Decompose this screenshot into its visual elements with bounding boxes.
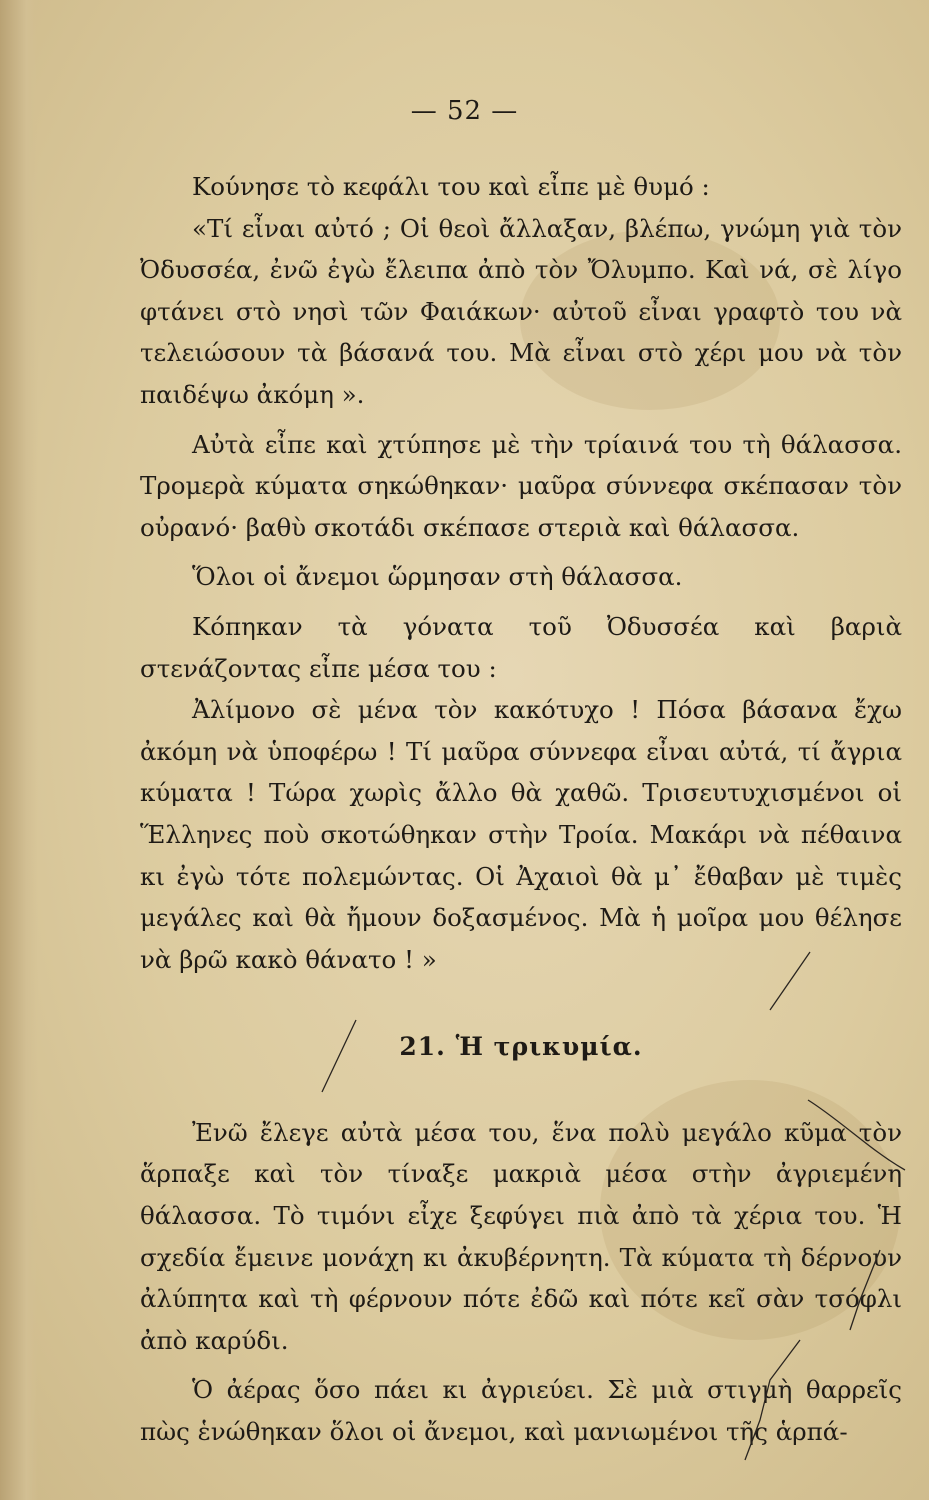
- chapter-heading: 21. Ἡ τρικυμία.: [399, 1032, 643, 1062]
- paragraph: Κούνησε τὸ κεφάλι του καὶ εἶπε μὲ θυμό :: [192, 172, 710, 201]
- paragraph: Κόπηκαν τὰ γόνατα τοῦ Ὀδυσσέα καὶ βαριὰ στενάζοντας εἶπε μέσα του :: [140, 611, 902, 683]
- paragraph: Αὐτὰ εἶπε καὶ χτύπησε μὲ τὴν τρίαινά του τὴ θάλασσα. Τρομερὰ κύματα σηκώθηκαν· μαῦρα σύννεφα σκέπασαν τὸν οὐρανό· βαθὺ σκοτάδι σκέπασε στεριὰ καὶ θάλασσα.: [140, 429, 902, 542]
- paragraph: Ὁ ἀέρας ὅσο πάει κι ἀγριεύει. Σὲ μιὰ στιγμὴ θαρρεῖς πὼς ἑνώθηκαν ὅλοι οἱ ἄνεμοι, καὶ μανιωμένοι τῆς ἁρπά-: [140, 1375, 902, 1447]
- paragraph: «Τί εἶναι αὐτό ; Οἱ θεοὶ ἄλλαξαν, βλέπω, γνώμη γιὰ τὸν Ὀδυσσέα, ἐνῶ ἐγὼ ἔλειπα ἀπὸ τὸν Ὄλυμπο. Καὶ νά, σὲ λίγο φτάνει στὸ νησὶ τῶν Φαιάκων· αὐτοῦ εἶναι γραφτὸ του νὰ τελειώσουν τὰ βάσανά του. Μὰ εἶναι στὸ χέρι μου νὰ τὸν παιδέψω ἀκόμη ».: [140, 213, 902, 409]
- paragraph: Ἐνῶ ἔλεγε αὐτὰ μέσα του, ἕνα πολὺ μεγάλο κῦμα τὸν ἅρπαξε καὶ τὸν τίναξε μακριὰ μέσα στὴν ἀγριεμένη θάλασσα. Τὸ τιμόνι εἶχε ξεφύγει πιὰ ἀπὸ τὰ χέρια του. Ἡ σχεδία ἔμεινε μονάχη κι ἀκυβέρνητη. Τὰ κύματα τὴ δέρνουν ἀλύπητα καὶ τὴ φέρνουν πότε ἐδῶ καὶ πότε κεῖ σὰν τσόφλι ἀπὸ καρύδι.: [140, 1117, 902, 1355]
- paragraph: Ὅλοι οἱ ἄνεμοι ὥρμησαν στὴ θάλασσα.: [192, 562, 683, 592]
- page-number: — 52 —: [410, 96, 519, 126]
- paragraph: Ἀλίμονο σὲ μένα τὸν κακότυχο ! Πόσα βάσανα ἔχω ἀκόμη νὰ ὑποφέρω ! Τί μαῦρα σύννεφα εἶναι αὐτά, τί ἄγρια κύματα ! Τώρα χωρὶς ἄλλο θὰ χαθῶ. Τρισευτυχισμένοι οἱ Ἕλληνες ποὺ σκοτώθηκαν στὴν Τροία. Μακάρι νὰ πέθαινα κι ἐγὼ τότε πολεμώντας. Οἱ Ἀχαιοὶ θὰ μ᾽ ἔθαβαν μὲ τιμὲς μεγάλες καὶ θὰ ἤμουν δοξασμένος. Μὰ ἡ μοῖρα μου θέλησε νὰ βρῶ κακὸ θάνατο ! »: [140, 695, 902, 974]
